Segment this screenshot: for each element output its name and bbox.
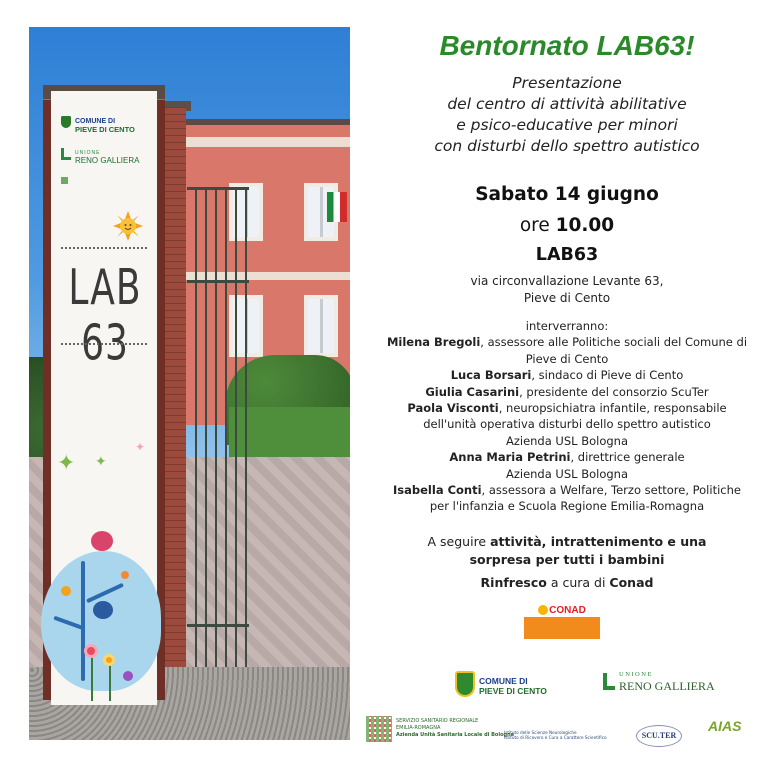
speaker-role: , presidente del consorzio ScuTer (519, 384, 709, 399)
crest-icon (61, 116, 71, 128)
speaker-line (372, 433, 762, 449)
comune-logo (455, 671, 555, 699)
totem-comune-line1: COMUNE DI (75, 118, 116, 125)
totem-comune-line2: PIEVE DI CENTO (75, 125, 135, 134)
subtitle-line: Presentazione (512, 74, 622, 92)
subtitle-line: con disturbi dello spettro autistico (434, 137, 700, 155)
event-subtitle (372, 73, 762, 157)
ausl-grid-icon (61, 177, 68, 184)
ssr-line: Azienda Unità Sanitaria Locale di Bologna (396, 732, 515, 738)
event-title: Bentornato LAB63! (439, 30, 695, 61)
flower-stem (109, 661, 111, 701)
speaker-role: Azienda USL Bologna (505, 433, 629, 448)
dotted-divider (61, 247, 147, 249)
follow-highlight: sorpresa per tutti i bambini (469, 552, 665, 567)
unione-logo-line2: RENO GALLIERA (619, 679, 715, 693)
event-time (372, 215, 762, 236)
snack-sponsor: Conad (609, 575, 654, 590)
speaker-role: , neuropsichiatra infantile, responsabile (498, 401, 727, 416)
speakers-list (372, 318, 762, 515)
speaker-name: Anna Maria Petrini (449, 450, 571, 465)
totem-unione-line2: RENO GALLIERA (75, 156, 140, 165)
ssr-line: EMILIA-ROMAGNA (396, 725, 441, 731)
address-line: Pieve di Cento (523, 291, 611, 305)
sparkle-icon: ✦ (135, 440, 146, 454)
speaker-line (372, 351, 762, 367)
event-address (372, 273, 762, 307)
speaker-line (372, 384, 762, 400)
event-photo (29, 27, 350, 740)
event-place: LAB63 (535, 245, 599, 265)
speaker-line (372, 498, 762, 514)
totem-ausl-logo (61, 177, 71, 184)
snack-mid: a cura di (546, 575, 610, 590)
ssr-logo (366, 716, 515, 746)
conad-name: CONAD (549, 605, 586, 616)
speaker-name: Luca Borsari (450, 368, 532, 383)
speaker-role: , sindaco di Pieve di Cento (531, 368, 684, 383)
speakers-intro: interverranno: (525, 319, 609, 333)
italian-flag (327, 192, 347, 222)
flower-stem (91, 651, 93, 701)
time-prefix: ore (519, 215, 556, 236)
ssr-grid-icon (366, 716, 392, 742)
speaker-line (372, 400, 762, 416)
time-value: 10.00 (555, 215, 615, 236)
speaker-name: Isabella Conti (393, 483, 482, 498)
isn-line: Istituto di Ricovero e Cura a Carattere Scientifico (504, 735, 607, 741)
speaker-line (372, 482, 762, 498)
subtitle-line: del centro di attività abilitative (447, 95, 687, 113)
brick-pillar (164, 107, 186, 667)
flower-icon (61, 586, 71, 596)
dotted-divider (61, 343, 147, 345)
speaker-role: , direttrice generale (570, 450, 685, 465)
tree-trunk (81, 561, 85, 681)
lab63-totem (51, 91, 157, 705)
scuter-logo: SCU.TER (636, 725, 682, 747)
isn-logo (504, 730, 607, 740)
event-date: Sabato 14 giugno (475, 184, 659, 205)
unione-u-icon (61, 148, 71, 160)
flower-icon (121, 571, 129, 579)
conad-logo (524, 605, 600, 639)
speaker-name: Paola Visconti (407, 401, 499, 416)
aias-logo: AIAS (708, 718, 742, 734)
speaker-line (372, 466, 762, 482)
comune-logo-line2: PIEVE DI CENTO (479, 686, 547, 696)
totem-comune-logo (61, 113, 135, 134)
speaker-name: Giulia Casarini (425, 384, 520, 399)
speaker-role: Pieve di Cento (525, 351, 609, 366)
follow-highlight: attività, intrattenimento e una (490, 534, 707, 549)
speaker-role: dell'unità operativa disturbi dello spettro autistico (423, 417, 711, 432)
ssr-line: SERVIZIO SANITARIO REGIONALE (396, 718, 479, 724)
address-line: via circonvallazione Levante 63, (470, 274, 664, 288)
unione-u-icon (603, 673, 615, 690)
conad-store-info (524, 617, 600, 639)
sparkle-icon: ✦ (57, 451, 76, 476)
totem-unione-line1: UNIONE (75, 150, 101, 156)
iron-gate (187, 187, 249, 667)
speaker-role: , assessora a Welfare, Terzo settore, Politiche (481, 483, 741, 498)
comune-crest-icon (455, 671, 475, 697)
speaker-name: Milena Bregoli (386, 335, 481, 350)
unione-logo (603, 671, 723, 697)
speaker-line (372, 367, 762, 383)
house-window (304, 295, 338, 357)
speaker-line (372, 449, 762, 465)
follow-prefix: A seguire (427, 534, 491, 549)
speaker-role: , assessore alle Politiche sociali del Comune di (480, 335, 748, 350)
speaker-role: Azienda USL Bologna (505, 466, 629, 481)
speaker-line (372, 334, 762, 350)
isn-line: Istituto delle Scienze Neurologiche (504, 730, 577, 735)
sun-icon (113, 211, 143, 241)
subtitle-line: e psico-educative per minori (456, 116, 678, 134)
totem-lab63-sign: LAB 63 (68, 261, 142, 372)
house-cornice (179, 137, 350, 147)
speaker-role: per l'infanzia e Scuola Regione Emilia-Romagna (429, 499, 705, 514)
follow-up-text (372, 533, 762, 569)
comune-logo-line1: COMUNE DI (479, 676, 528, 686)
unione-logo-line1: UNIONE (619, 671, 653, 678)
blue-bird-icon (93, 601, 113, 619)
sparkle-icon: ✦ (95, 454, 107, 470)
red-bird-icon (91, 531, 113, 551)
snack-label: Rinfresco (480, 575, 547, 590)
refreshment-text (372, 575, 762, 590)
speaker-line (372, 416, 762, 432)
totem-unione-logo (61, 145, 139, 165)
flower-icon (84, 644, 98, 658)
flower-icon (103, 654, 115, 666)
flower-icon (123, 671, 133, 681)
conad-dot-icon (538, 605, 548, 615)
